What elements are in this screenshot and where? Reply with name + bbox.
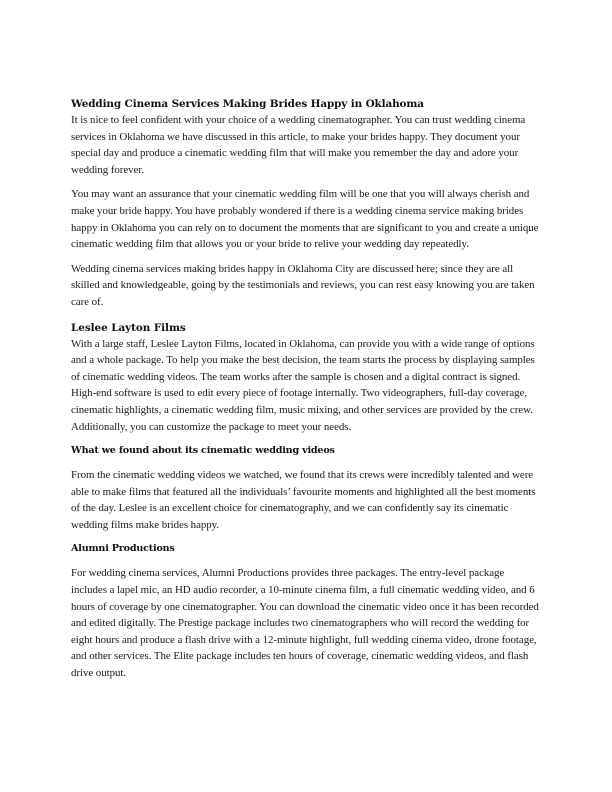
intro-paragraph-3: Wedding cinema services making brides happy in Oklahoma City are discussed here; since they are all skilled and knowledgeable, going by the testimonials and reviews, you can rest easy knowing you are taken care of. <box>71 262 535 308</box>
intro-paragraph-2: You may want an assurance that your cinematic wedding film will be one that you will always cherish and make your bride happy. You have probably wondered if there is a wedding cinema service making brides happy in Oklahoma you can rely on to document the moments that are significant to you and create a unique cinematic wedding film that allows you or your bride to relive your wedding day repeatedly. <box>71 188 539 251</box>
subheading-cinematic-wedding-videos: What we found about its cinematic wedding videos <box>71 445 335 457</box>
document-title: Wedding Cinema Services Making Brides Happy in Oklahoma <box>71 98 424 110</box>
subsection-body-cinematic-wedding-videos: From the cinematic wedding videos we watched, we found that its crews were incredibly talented and were able to make films that featured all the individuals’ favourite moments and highlighted all the best moments of the day. Leslee is an excellent choice for cinematography, and we can confidently say its cinematic wedding films make brides happy. <box>71 469 536 531</box>
intro-paragraph-1: It is nice to feel confident with your choice of a wedding cinematographer. You can trust wedding cinema services in Oklahoma we have discussed in this article, to make your brides happy. They document your special day and produce a cinematic wedding film that will make you remember the day and adore your wedding forever. <box>71 114 526 176</box>
section-body-alumni-productions: For wedding cinema services, Alumni Productions provides three packages. The entry-level package includes a lapel mic, an HD audio recorder, a 10-minute cinema film, a full cinematic wedding video, and 6 hours of coverage by one cinematographer. You can download the cinematic video once it has been recorded and edited digitally. The Prestige package includes two cinematographers who will record the wedding for eight hours and produce a flash drive with a 12-minute highlight, full wedding cinema video, drone footage, and other services. The Elite package includes ten hours of coverage, cinematic wedding videos, and flash drive output. <box>71 567 539 680</box>
section-heading-leslee-layton-films: Leslee Layton Films <box>71 321 186 334</box>
section-body-leslee-layton-films: With a large staff, Leslee Layton Films, located in Oklahoma, can provide you with a wide range of options and a whole package. To help you make the best decision, the team starts the process by displaying samples of cinematic wedding videos. The team works after the sample is chosen and a digital contract is signed. High-end software is used to edit every piece of footage internally. Two videographers, full-day coverage, cinematic highlights, a cinematic wedding film, music mixing, and other services are provided by the crew. Additionally, you can customize the package to meet your needs. <box>71 337 535 433</box>
section-heading-alumni-productions: Alumni Productions <box>71 543 175 555</box>
